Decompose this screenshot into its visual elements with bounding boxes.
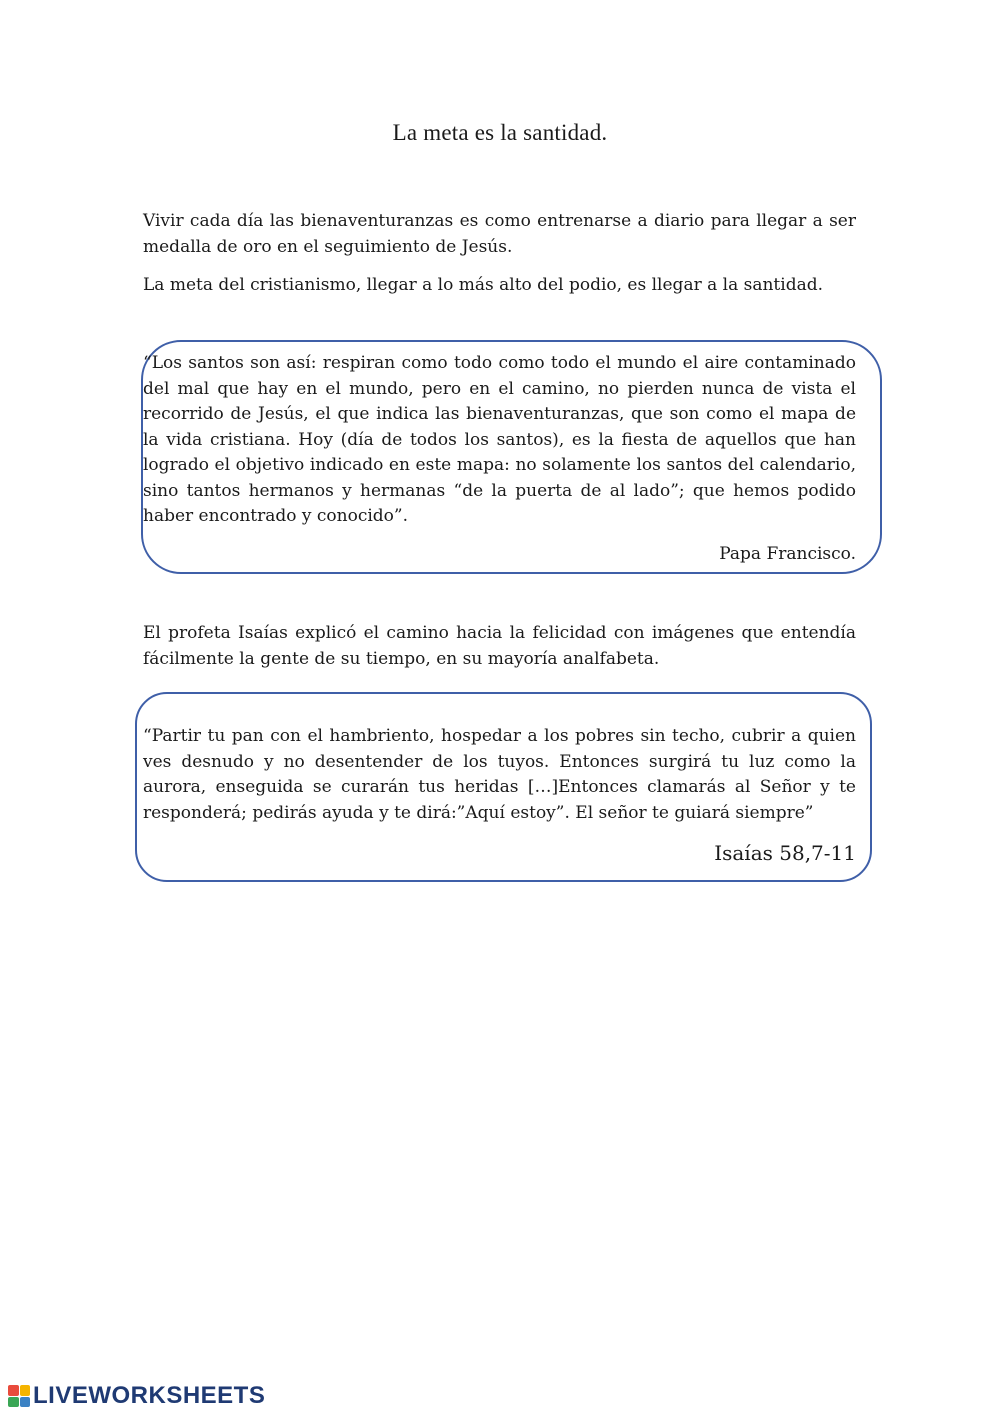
quote-isaias-attribution: Isaías 58,7-11 [714, 841, 856, 865]
quote-francisco-attribution: Papa Francisco. [719, 544, 856, 564]
liveworksheets-logo-icon [8, 1385, 30, 1407]
liveworksheets-logo [8, 1383, 265, 1409]
liveworksheets-logo-text: LIVEWORKSHEETS [33, 1382, 266, 1409]
quote-francisco-text: “Los santos son así: respiran como todo como todo el mundo el aire contaminado del mal que hay en el mundo, pero en el camino, no pierden nunca de vista el recorrido de Jesús, el que indica las bienaventuranzas, que son como el mapa de la vida cristiana. Hoy (día de todos los santos), es la fiesta de aquellos que han logrado el objetivo indicado en este mapa: no solamente los santos del calendario, sino tantos hermanos y hermanas “de la puerta de al lado”; que hemos podido haber encontrado y conocido”. [143, 353, 856, 526]
middle-paragraph: El profeta Isaías explicó el camino hacia la felicidad con imágenes que entendía fácilmente la gente de su tiempo, en su mayoría analfabeta. [143, 623, 856, 669]
intro-paragraph-2: La meta del cristianismo, llegar a lo más alto del podio, es llegar a la santidad. [143, 275, 823, 295]
page-title: La meta es la santidad. [392, 120, 608, 145]
quote-isaias-text: “Partir tu pan con el hambriento, hospedar a los pobres sin techo, cubrir a quien ves desnudo y no desentender de los tuyos. Entonces surgirá tu luz como la aurora, enseguida se curarán tus heridas […]Entonces clamarás al Señor y te responderá; pedirás ayuda y te dirá:”Aquí estoy”. El señor te guiará siempre” [143, 726, 856, 823]
intro-paragraph-1: Vivir cada día las bienaventuranzas es como entrenarse a diario para llegar a ser medalla de oro en el seguimiento de Jesús. [143, 211, 856, 257]
